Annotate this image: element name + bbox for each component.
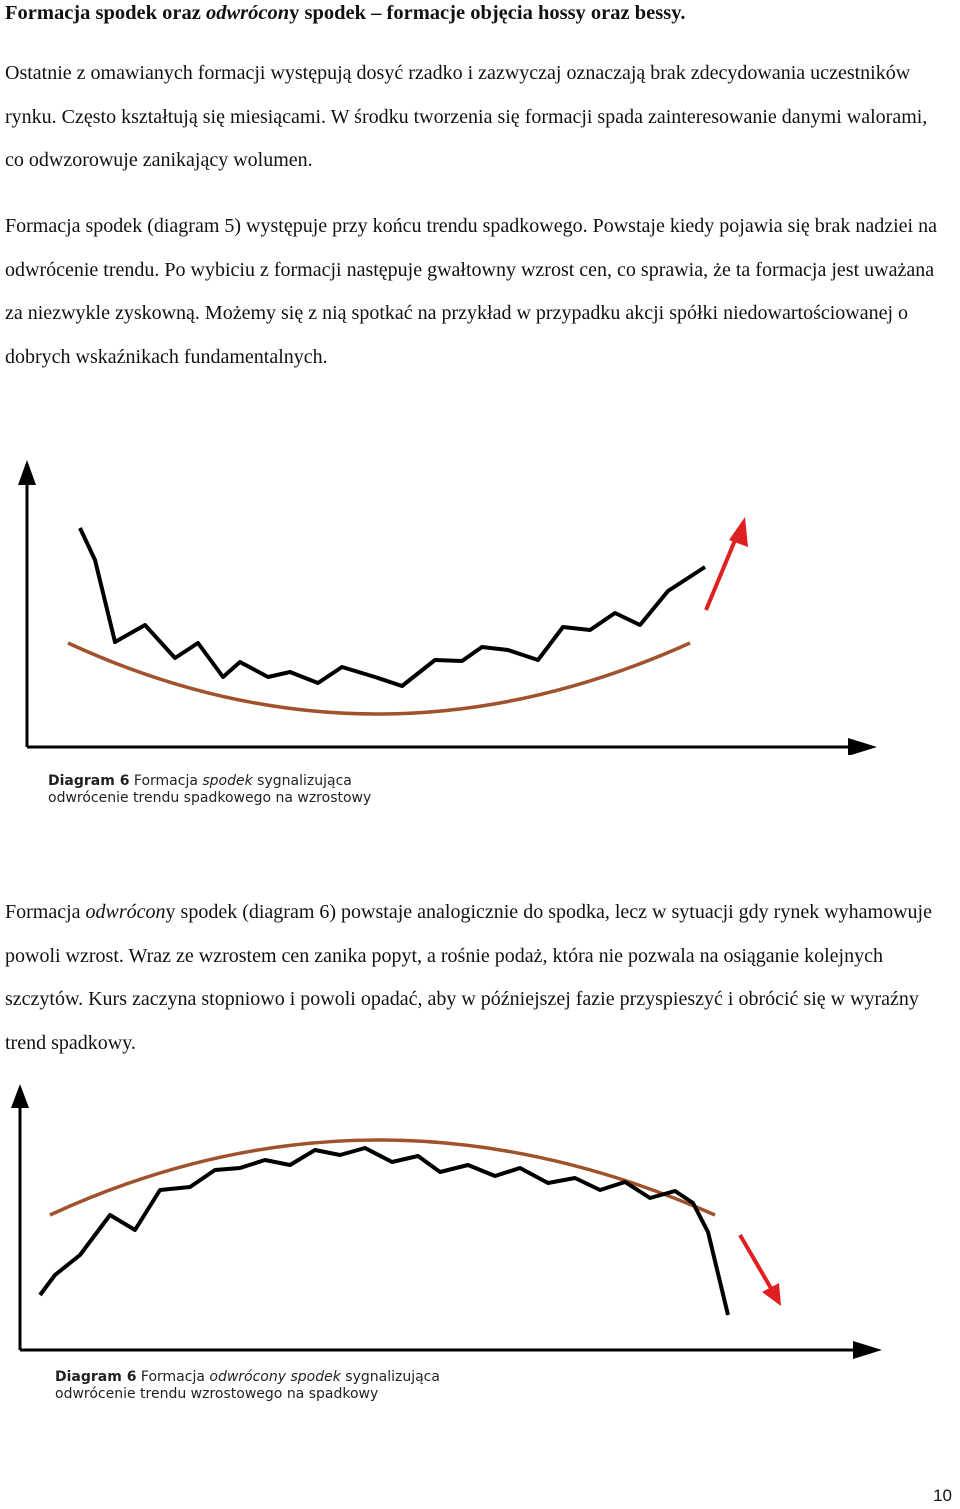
diagram-odwrocony-spodek bbox=[0, 1080, 960, 1360]
heading-italic: odwrócon bbox=[205, 2, 290, 24]
x-axis-arrow-icon bbox=[848, 738, 877, 755]
paragraph-spodek: Formacja spodek (diagram 5) występuje przy końcu trendu spadkowego. Powstaje kiedy pojawia się brak nadziei na odwrócenie trendu. Po wybiciu z formacji następuje gwałtowny wzrost cen, co sprawia, że ta formacja jest uważana za niezwykle zyskowną. Możemy się z nią spotkać na przykład w przypadku akcji spółki niedowartościowanej o dobrych wskaźnikach fundamentalnych. bbox=[5, 215, 937, 368]
breakdown-arrow bbox=[740, 1235, 781, 1306]
x-axis-arrow-icon bbox=[853, 1341, 882, 1359]
diagram-spodek bbox=[0, 455, 960, 755]
paragraph-odwrocony: Formacja odwrócony spodek (diagram 6) powstaje analogicznie do spodka, lecz w sytuacji gdy rynek wyhamowuje powoli wzrost. Wraz ze wzrostem cen zanika popyt, a rośnie podaż, która nie pozwala na osiąganie kolejnych szczytów. Kurs zaczyna stopniowo i powoli opadać, aby w późniejszej fazie przyspieszyć i obrócić się w wyraźny trend spadkowy. bbox=[5, 901, 932, 1054]
page-heading bbox=[5, 0, 685, 26]
price-line bbox=[40, 1148, 728, 1315]
heading-text-end: y spodek – formacje objęcia hossy oraz bessy. bbox=[289, 2, 686, 24]
figure-caption-2: Diagram 6 Formacja odwrócony spodek sygnalizująca odwrócenie trendu wzrostowego na spadkowy bbox=[55, 1369, 440, 1402]
page-number: 10 bbox=[933, 1486, 952, 1505]
figure-spodek bbox=[0, 455, 960, 815]
paragraph-intro: Ostatnie z omawianych formacji występują dosyć rzadko i zazwyczaj oznaczają brak zdecydowania uczestników rynku. Często kształtują się miesiącami. W środku tworzenia się formacji spada zainteresowanie danymi walorami, co odwzorowuje zanikający wolumen. bbox=[5, 62, 928, 171]
y-axis-arrow-icon bbox=[18, 460, 36, 485]
arrow-up-icon bbox=[729, 517, 748, 547]
heading-text: Formacja spodek oraz bbox=[5, 2, 206, 24]
y-axis-arrow-icon bbox=[11, 1084, 29, 1108]
figure-caption-1: Diagram 6 Formacja spodek sygnalizująca odwrócenie trendu spadkowego na wzrostowy bbox=[48, 773, 372, 806]
price-line bbox=[80, 528, 705, 686]
figure-odwrocony-spodek bbox=[0, 1080, 960, 1410]
breakout-arrow bbox=[706, 517, 748, 610]
